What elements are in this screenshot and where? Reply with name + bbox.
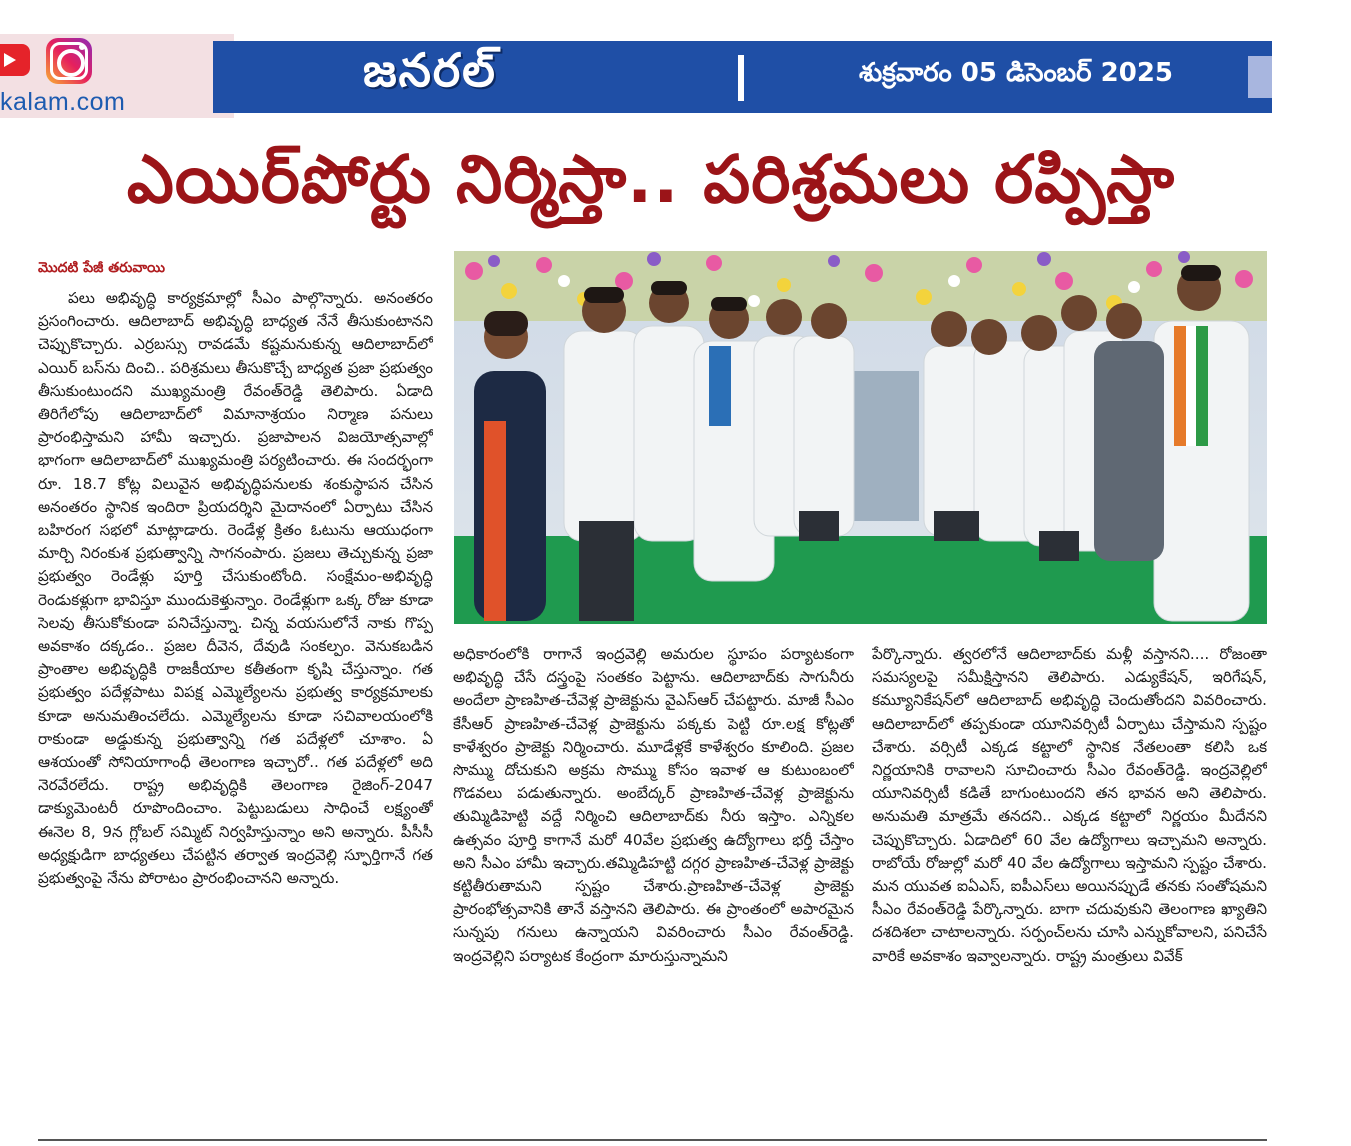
youtube-icon[interactable] <box>0 44 30 76</box>
headline: ఎయిర్‌పోర్టు నిర్మిస్తా.. పరిశ్రమలు రప్పిస్తా <box>126 141 1176 218</box>
section-banner <box>213 41 1272 113</box>
instagram-icon[interactable] <box>46 38 92 84</box>
article-column-2: అధికారంలోకి రాగానే ఇంద్రవెల్లి అమరుల స్థూపం పర్యాటకంగా అభివృద్ధి చేసే దస్త్రంపై సంతకం పెట్టాను. ఆదిలాబాద్‌కు సాగునీరు అందేలా ప్రాణహిత-చేవెళ్ల ప్రాజెక్టును వైఎస్ఆర్ చేపట్టారు. మాజీ సీఎం కేసీఆర్ ప్రాణహిత-చేవెళ్ల ప్రాజెక్టును పక్కకు పెట్టి రూ.లక్ష కోట్లతో కాళేశ్వరం ప్రాజెక్టు నిర్మించారు. మూడేళ్లకే కాళేశ్వరం కూలింది. ప్రజల సొమ్ము దోచుకుని అక్రమ సొమ్ము కోసం ఇవాళ ఆ కుటుంబంలో గొడవలు పడుతున్నారు. అంబేద్కర్ ప్రాణహిత-చేవెళ్ల ప్రాజెక్టును తుమ్మిడిహెట్టి వద్దే నిర్మించి ఆదిలాబాద్‌కు నీరు ఇస్తాం. ఎన్నికల ఉత్సవం పూర్తి కాగానే మరో 40వేల ప్రభుత్వ ఉద్యోగాలు భర్తీ చేస్తాం అని సీఎం హామీ ఇచ్చారు.తమ్మిడిహట్టి దగ్గర ప్రాణహిత-చేవెళ్ల ప్రాజెక్టు కట్టితీరుతామని స్పష్టం చేశారు.ప్రాణహిత-చేవెళ్ల ప్రాజెక్టు ప్రారంభోత్సవానికి తానే వస్తానని తెలిపారు. ఈ ప్రాంతంలో అపారమైన సున్నపు గనులు ఉన్నాయని వివరించారు సీఎం రేవంత్‌రెడ్డి. ఇంద్రవెల్లిని పర్యాటక కేంద్రంగా మారుస్తున్నామని <box>453 645 854 965</box>
event-photo-illustration <box>454 251 1267 624</box>
banner-tab <box>1248 56 1272 98</box>
bottom-rule <box>38 1139 1267 1141</box>
article-column-1: పలు అభివృద్ధి కార్యక్రమాల్లో సీఎం పాల్గొన్నారు. అనంతరం ప్రసంగించారు. ఆదిలాబాద్ అభివృద్ధి బాధ్యత నేనే తీసుకుంటానని చెప్పుకొచ్చారు. ఎర్రబస్సు రావడమే కష్టమనుకున్న ఆదిలాబాద్‌లో ఎయిర్ బస్‌ను దించి.. పరిశ్రమలు తీసుకొచ్చే బాధ్యత ప్రజా ప్రభుత్వం తీసుకుంటుందని ముఖ్యమంత్రి రేవంత్‌రెడ్డి తెలిపారు. ఏడాది తిరిగేలోపు ఆదిలాబాద్‌లో విమానాశ్రయం నిర్మాణ పనులు ప్రారంభిస్తామని హామీ ఇచ్చారు. ప్రజాపాలన విజయోత్సవాల్లో భాగంగా ఆదిలాబాద్‌లో ముఖ్యమంత్రి పర్యటించారు. ఈ సందర్భంగా రూ. 18.7 కోట్ల విలువైన అభివృద్ధిపనులకు శంకుస్థాపన చేసిన అనంతరం స్థానిక ఇందిరా ప్రియదర్శిని మైదానంలో ఏర్పాటు చేసిన బహిరంగ సభలో మాట్లాడారు. రెండేళ్ల క్రితం ఓటును ఆయుధంగా మార్చి నిరంకుశ ప్రభుత్వాన్ని సాగనంపారు. ప్రజలు తెచ్చుకున్న ప్రజా ప్రభుత్వం రెండేళ్లు పూర్తి చేసుకుంటోంది. సంక్షేమం-అభివృద్ధి రెండుకళ్లుగా భావిస్తూ ముందుకెళ్తున్నాం. రెండేళ్లుగా ఒక్క రోజు కూడా సెలవు తీసుకోకుండా పనిచేస్తున్నా. చిన్న వయసులోనే నాకు గొప్ప అవకాశం దక్కడం.. ప్రజల దీవెన, దేవుడి సంకల్పం. వెనుకబడిన ప్రాంతాల అభివృద్ధికి రాజకీయాల కతీతంగా కృషి చేస్తున్నాం. గత ప్రభుత్వం పదేళ్లపాటు విపక్ష ఎమ్మెల్యేలను ప్రభుత్వ కార్యక్రమాలకు కూడా అనుమతించలేదు. ఎమ్మెల్యేలను కూడా సచివాలయంలోకి రాకుండా అడ్డుకున్న ప్రభుత్వాన్ని గత పదేళ్లలో చూశాం. ఏ ఆశయంతో సోనియాగాంధీ తెలంగాణ ఇచ్చారో.. గత పదేళ్లలో అది నెరవేరలేదు. రాష్ట్ర అభివృద్ధికి తెలంగాణ రైజింగ్-2047 డాక్యుమెంటరీ రూపొందించాం. పెట్టుబడులు సాధించే లక్ష్యంతో ఈనెల 8, 9న గ్లోబల్ సమ్మిట్ నిర్వహిస్తున్నాం అని అన్నారు. పీసీసీ అధ్యక్షుడిగా బాధ్యతలు చేపట్టిన తర్వాత ఇంద్రవెల్లి స్ఫూర్తిగానే గత ప్రభుత్వంపై నేను పోరాటం ప్రారంభించానని అన్నారు. <box>38 289 433 888</box>
site-url[interactable]: kalam.com <box>0 88 126 116</box>
flower-backdrop <box>454 251 1267 321</box>
banner-divider <box>738 55 744 101</box>
article-column-3: పేర్కొన్నారు. త్వరలోనే ఆదిలాబాద్‌కు మళ్లీ వస్తానని.... రోజంతా సమస్యలపై సమీక్షిస్తానని తెలిపారు. ఎడ్యుకేషన్, ఇరిగేషన్, కమ్యూనికేషన్‌లో ఆదిలాబాద్ అభివృద్ధి చెందుతోందని వివరించారు. ఆదిలాబాద్‌లో తప్పకుండా యూనివర్సిటీ ఏర్పాటు చేస్తామని స్పష్టం చేశారు. వర్సిటీ ఎక్కడ కట్టాలో స్థానిక నేతలంతా కలిసి ఒక నిర్ణయానికి రావాలని సూచించారు సీఎం రేవంత్‌రెడ్డి. ఇంద్రవెల్లిలో యూనివర్సిటీ కడితే బాగుంటుందని తన భావన అని తెలిపారు. అనుమతి మాత్రమే తనదని.. ఎక్కడ కట్టాలో నిర్ణయం మీదేనని చెప్పుకొచ్చారు. ఏడాదిలో 60 వేల ఉద్యోగాలు ఇచ్చామని అన్నారు. రాబోయే రోజుల్లో మరో 40 వేల ఉద్యోగాలు ఇస్తామని స్పష్టం చేశారు. మన యువత ఐఏఎస్, ఐపీఎస్‌లు అయినప్పుడే తనకు సంతోషమని సీఎం రేవంత్‌రెడ్డి పేర్కొన్నారు. బాగా చదువుకుని తెలంగాణ ఖ్యాతిని దశదిశలా చాటాలన్నారు. సర్పంచ్‌లను చూసి ఎన్నుకోవాలని, పనిచేసే వారికే అవకాశం ఇవ్వాలన్నారు. రాష్ట్ర మంత్రులు వివేక్ <box>872 645 1267 965</box>
social-strip <box>0 34 234 118</box>
issue-date: శుక్రవారం 05 డిసెంబర్ 2025 <box>859 58 1174 88</box>
section-title: జనరల్ <box>363 43 497 97</box>
continuation-kicker: మొదటి పేజీ తరువాయి <box>38 260 165 276</box>
event-photo <box>454 251 1267 624</box>
